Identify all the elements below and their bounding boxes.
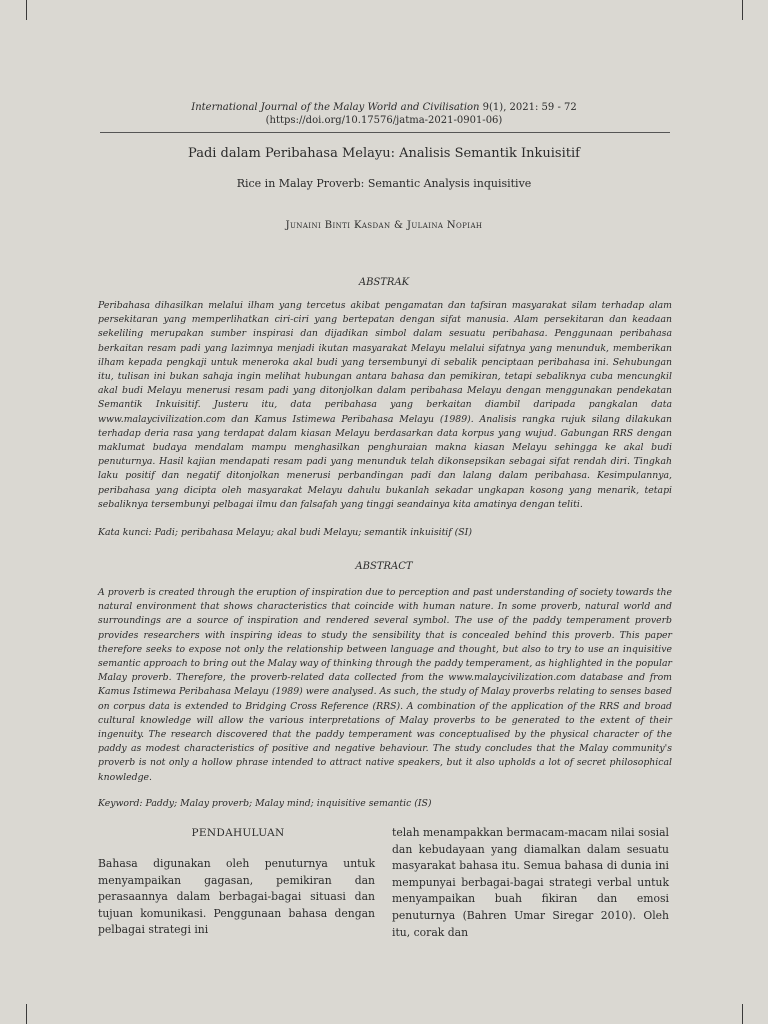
body-column-left: Bahasa digunakan oleh penuturnya untuk menyampaikan gagasan, pemikiran dan perasaannya dalam berbagai-bagai situasi dan tujuan komunikasi. Penggunaan bahasa dengan pelbagai strategi ini (98, 857, 375, 937)
abstract-text: A proverb is created through the eruption of inspiration due to perception and past understanding of society towards the natural environment that shows characteristics that coincide with human nature. In some proverb, natural world and surroundings are a source of inspiration and rendered several symbol. The use of the paddy temperament proverb provides researchers with inspiring ideas to study the sensibility that is concealed behind this proverb. This paper therefore seeks to expose not only the relationship between language and thought, but also to try to use an inquisitive semantic approach to bring out the Malay way of thinking through the paddy temperament, as highlighted in the popular Malay proverb. Therefore, the proverb-related data collected from the www.malaycivilization.com database and from Kamus Istimewa Peribahasa Melayu (1989) were analysed. As such, the study of Malay proverbs relating to senses based on corpus data is extended to Bridging Cross Reference (RRS). A combination of the application of the RRS and broad cultural knowledge will allow the various interpretations of Malay proverbs to be generated to the extent of their ingenuity. The research discovered that the paddy temperament was conceptualised by the physical character of the paddy as modest characteristics of positive and negative behaviour. The study concludes that the Malay community's proverb is not only a hollow phrase intended to attract native speakers, but it also upholds a lot of secret philosophical knowledge. (98, 587, 672, 783)
journal-name: International Journal of the Malay World and Civilisation (191, 102, 480, 113)
keywords: Keyword: Paddy; Malay proverb; Malay mind; inquisitive semantic (IS) (98, 798, 432, 809)
abstrak-heading: ABSTRAK (358, 277, 410, 288)
journal-doi[interactable]: (https://doi.org/10.17576/jatma-2021-0901-06) (265, 115, 503, 126)
paper-title-english: Rice in Malay Proverb: Semantic Analysis inquisitive (236, 177, 532, 190)
body-column-right: telah menampakkan bermacam-macam nilai sosial dan kebudayaan yang diamalkan dalam sesuatu masyarakat bahasa itu. Semua bahasa di dunia ini mempunyai berbagai-bagai strategi verbal untuk menyampaikan buah fikiran dan emosi penuturnya (Bahren Umar Siregar 2010). Oleh itu, corak dan (392, 826, 669, 939)
paper-title-malay: Padi dalam Peribahasa Melayu: Analisis Semantik Inkuisitif (188, 146, 580, 161)
section-heading-pendahuluan: PENDAHULUAN (191, 827, 285, 839)
header-rule (100, 132, 670, 133)
journal-header (120, 101, 648, 127)
abstract-heading: ABSTRACT (355, 561, 413, 572)
journal-issue: 9(1), 2021: 59 - 72 (479, 102, 577, 113)
kata-kunci: Kata kunci: Padi; peribahasa Melayu; akal budi Melayu; semantik inkuisitif (SI) (98, 527, 472, 538)
authors: Junaini Binti Kasdan & Julaina Nopiah (285, 220, 483, 231)
abstrak-text: Peribahasa dihasilkan melalui ilham yang tercetus akibat pengamatan dan tafsiran masyarakat silam terhadap alam persekitaran yang memperlihatkan ciri-ciri yang bertepatan dengan sifat manusia. Alam persekitaran dan keadaan sekeliling merupakan sumber inspirasi dan dijadikan simbol dalam sesuatu peribahasa. Penggunaan peribahasa berkaitan resam padi yang lazimnya menjadi ikutan masyarakat Melayu melalui sifatnya yang menunduk, memberikan ilham kepada pengkaji untuk meneroka akal budi yang tersembunyi di sebalik penciptaan peribahasa ini. Sehubungan itu, tulisan ini bukan sahaja ingin melihat hubungan antara bahasa dan pemikiran, tetapi sebaliknya cuba mencungkil akal budi Melayu menerusi resam padi yang ditonjolkan dalam peribahasa Melayu dengan menggunakan pendekatan Semantik Inkuisitif. Justeru itu, data peribahasa yang berkaitan diambil daripada pangkalan data www.malaycivilization.com dan Kamus Istimewa Peribahasa Melayu (1989). Analisis rangka rujuk silang dilakukan terhadap deria rasa yang terdapat dalam kiasan Melayu berdasarkan data korpus yang wujud. Gabungan RRS dengan maklumat budaya mendalam mampu menghasilkan penghuraian makna kiasan Melayu sehingga ke akal budi penuturnya. Hasil kajian mendapati resam padi yang menunduk telah dikonsepsikan sebagai sifat rendah diri. Tingkah laku positif dan negatif ditonjolkan menerusi perbandingan padi dan lalang dalam peribahasa. Kesimpulannya, peribahasa yang dicipta oleh masyarakat Melayu dahulu bukanlah sekadar ungkapan kosong yang menarik, tetapi sebaliknya tersembunyi pelbagai ilmu dan falsafah yang tinggi seandainya kita amatinya dengan teliti. (98, 300, 672, 510)
